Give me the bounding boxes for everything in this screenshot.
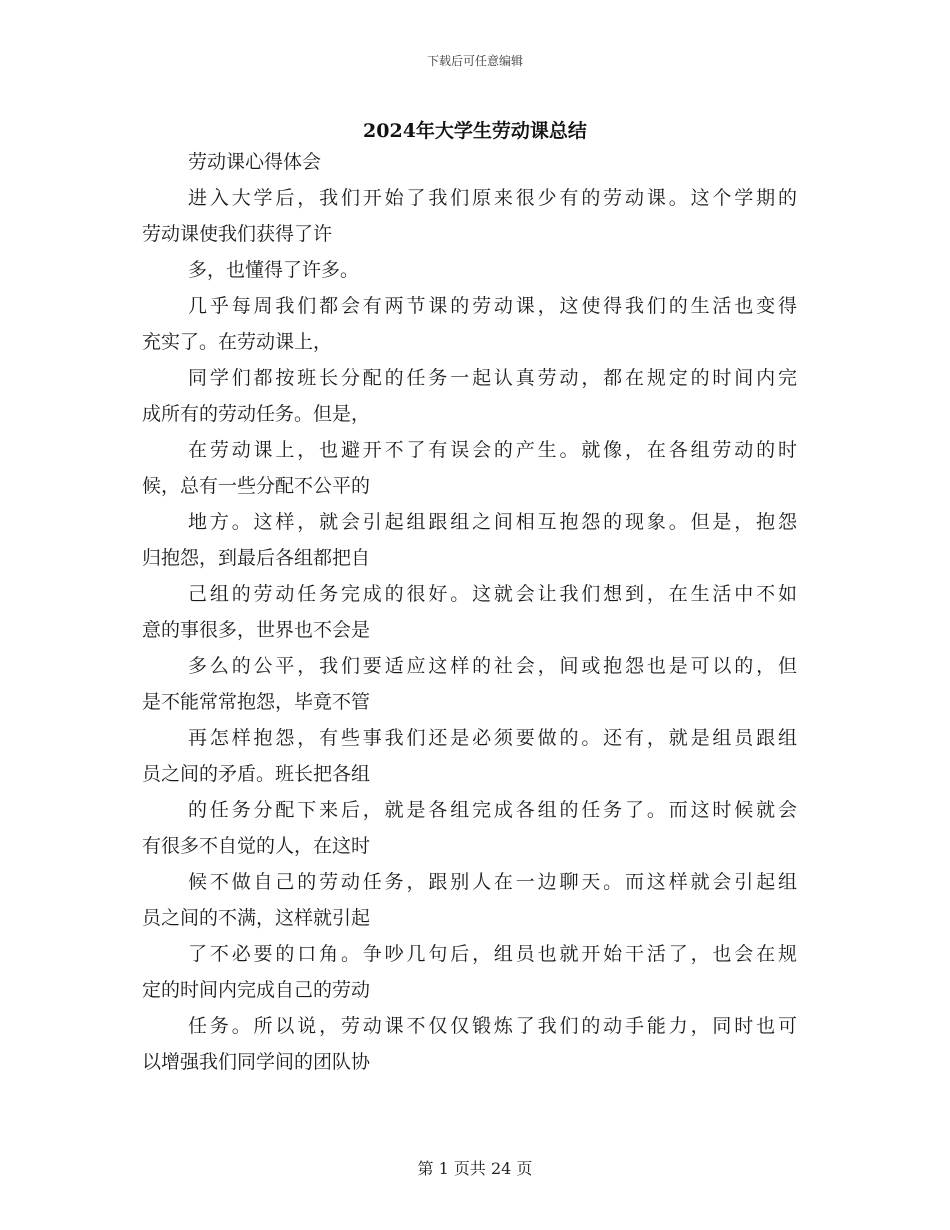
body-text-line: 多么的公平，我们要适应这样的社会，间或抱怨也是可以的，但: [188, 655, 797, 677]
document-title: 2024年大学生劳动课总结: [363, 120, 587, 142]
body-text-line: 劳动课心得体会: [188, 151, 322, 173]
body-text-line: 定的时间内完成自己的劳动: [142, 979, 371, 1001]
body-text-line: 充实了。在劳动课上，: [142, 331, 333, 353]
body-text-line: 地方。这样，就会引起组跟组之间相互抱怨的现象。但是，抱怨: [188, 511, 797, 533]
body-text-line: 再怎样抱怨，有些事我们还是必须要做的。还有，就是组员跟组: [188, 727, 797, 749]
body-text-line: 几乎每周我们都会有两节课的劳动课，这使得我们的生活也变得: [188, 295, 797, 317]
body-text-line: 多，也懂得了许多。: [188, 259, 360, 281]
body-text-line: 候不做自己的劳动任务，跟别人在一边聊天。而这样就会引起组: [188, 871, 797, 893]
document-body: [142, 144, 797, 1080]
body-text-line: 成所有的劳动任务。但是，: [142, 403, 371, 425]
body-text-line: 候，总有一些分配不公平的: [142, 475, 371, 497]
body-text-line: 有很多不自觉的人，在这时: [142, 835, 371, 857]
body-text-line: 同学们都按班长分配的任务一起认真劳动，都在规定的时间内完: [188, 367, 797, 389]
body-text-line: 以增强我们同学间的团队协: [142, 1051, 371, 1073]
page-header-note: 下载后可任意编辑: [426, 54, 523, 68]
body-text-line: 意的事很多，世界也不会是: [142, 619, 371, 641]
body-text-line: 员之间的矛盾。班长把各组: [142, 763, 371, 785]
body-text-line: 员之间的不满，这样就引起: [142, 907, 371, 929]
body-text-line: 进入大学后，我们开始了我们原来很少有的劳动课。这个学期的: [188, 187, 797, 209]
body-text-line: 在劳动课上，也避开不了有误会的产生。就像，在各组劳动的时: [188, 439, 797, 461]
body-text-line: 己组的劳动任务完成的很好。这就会让我们想到，在生活中不如: [188, 583, 797, 605]
body-text-line: 归抱怨，到最后各组都把自: [142, 547, 371, 569]
body-text-line: 了不必要的口角。争吵几句后，组员也就开始干活了，也会在规: [188, 943, 797, 965]
body-text-line: 的任务分配下来后，就是各组完成各组的任务了。而这时候就会: [188, 799, 797, 821]
page-number: 第 1 页共 24 页: [417, 1159, 533, 1178]
body-text-line: 是不能常常抱怨，毕竟不管: [142, 691, 371, 713]
body-text-line: 任务。所以说，劳动课不仅仅锻炼了我们的动手能力，同时也可: [188, 1015, 797, 1037]
body-text-line: 劳动课使我们获得了许: [142, 223, 333, 245]
